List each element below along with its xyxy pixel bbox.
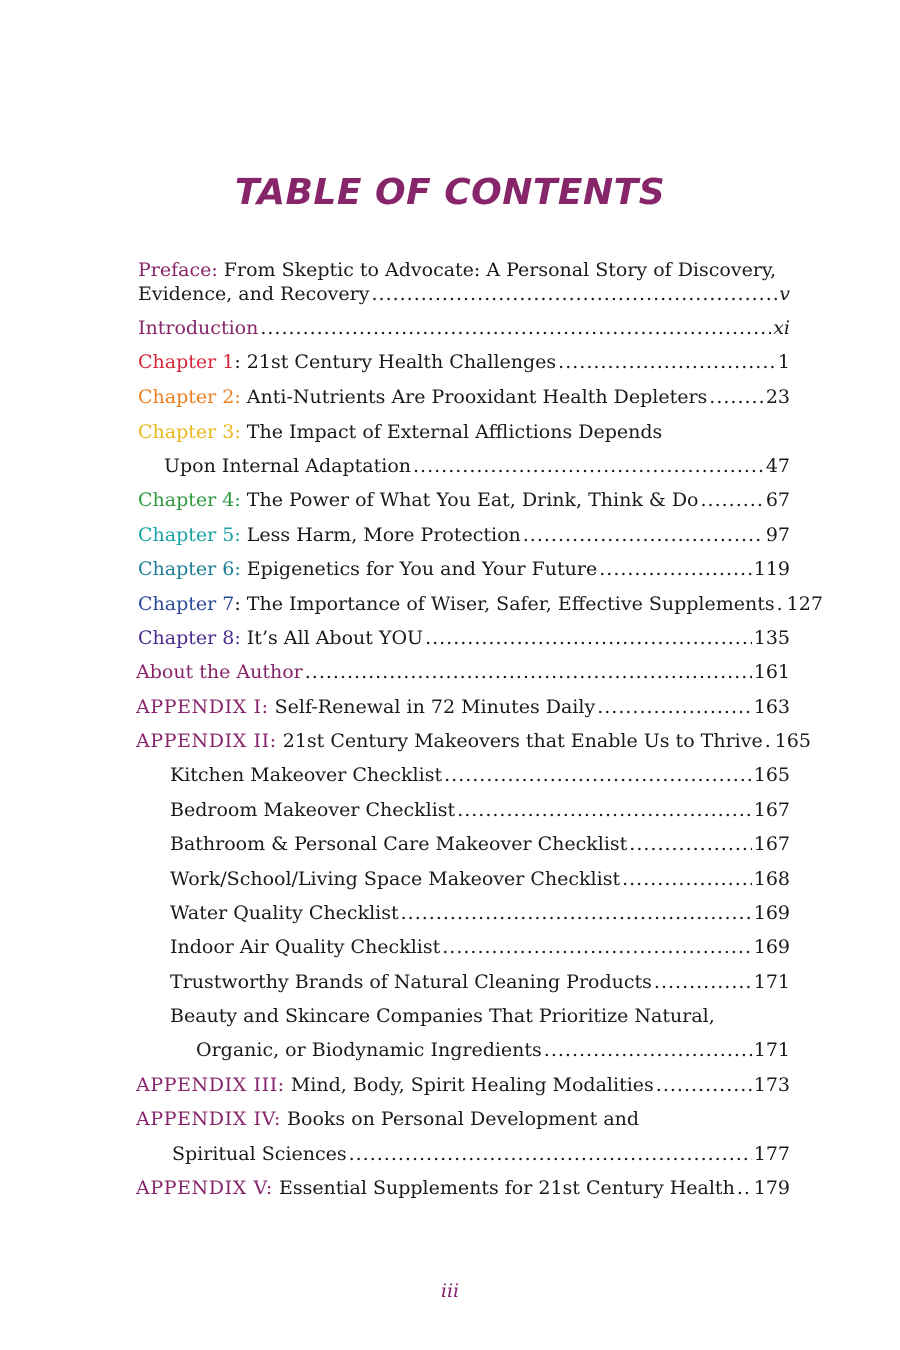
toc-prefix: Introduction <box>138 317 259 339</box>
toc-page-number: 97 <box>765 524 790 546</box>
dot-leader <box>777 590 785 618</box>
toc-prefix: About the Author <box>136 661 303 683</box>
toc-subentry-bedroom[interactable] <box>170 796 790 824</box>
toc-page-number: 165 <box>774 730 811 752</box>
toc-prefix: APPENDIX IV: <box>136 1108 282 1130</box>
toc-title: Upon Internal Adaptation <box>164 455 411 477</box>
toc-subentry-work-space[interactable] <box>170 865 790 893</box>
toc-title-line1: The Impact of External Afflictions Depends <box>240 421 663 443</box>
toc-title: It’s All About YOU <box>240 627 424 649</box>
dot-leader <box>442 933 751 961</box>
toc-entry-appendix-4-line1 <box>136 1105 639 1133</box>
toc-title: Spiritual Sciences <box>172 1143 347 1165</box>
toc-page-number: 127 <box>786 593 823 615</box>
dot-leader <box>349 1140 752 1168</box>
dot-leader <box>629 830 751 858</box>
toc-title: Evidence, and Recovery <box>138 283 370 305</box>
toc-title: The Power of What You Eat, Drink, Think & Do <box>240 489 699 511</box>
toc-entry-appendix-5[interactable] <box>136 1174 790 1202</box>
toc-entry-chapter-8[interactable] <box>138 624 790 652</box>
toc-entry-chapter-7[interactable] <box>138 590 823 618</box>
dot-leader <box>260 314 771 342</box>
dot-leader <box>656 1071 752 1099</box>
dot-leader <box>558 348 776 376</box>
toc-entry-chapter-4[interactable] <box>138 486 790 514</box>
toc-entry-appendix-3[interactable] <box>136 1071 790 1099</box>
toc-title: 21st Century Makeovers that Enable Us to Thrive <box>276 730 763 752</box>
toc-page-number: 167 <box>753 799 790 821</box>
dot-leader <box>544 1036 752 1064</box>
toc-title: Bedroom Makeover Checklist <box>170 799 456 821</box>
toc-page-number: 169 <box>753 902 790 924</box>
toc-title-line1: Books on Personal Development and <box>281 1108 640 1130</box>
toc-title: Self-Renewal in 72 Minutes Daily <box>268 696 596 718</box>
dot-leader <box>654 968 752 996</box>
toc-title-line1: From Skeptic to Advocate: A Personal Story of Discovery, <box>217 259 777 281</box>
toc-entry-chapter-6[interactable] <box>138 555 790 583</box>
toc-page-number: 163 <box>753 696 790 718</box>
toc-prefix: Chapter 2: <box>138 386 241 408</box>
toc-title: Water Quality Checklist <box>170 902 399 924</box>
toc-subentry-cleaning-brands[interactable] <box>170 968 790 996</box>
toc-page-number: 23 <box>765 386 790 408</box>
toc-prefix: APPENDIX II: <box>136 730 277 752</box>
toc-prefix: Chapter 5: <box>138 524 241 546</box>
dot-leader <box>597 693 752 721</box>
dot-leader <box>425 624 752 652</box>
toc-entry-chapter-5[interactable] <box>138 521 790 549</box>
page-title: TABLE OF CONTENTS <box>234 172 666 213</box>
toc-subentry-beauty-line1: Beauty and Skincare Companies That Prioritize Natural, <box>170 1005 715 1027</box>
toc-title: Less Harm, More Protection <box>240 524 521 546</box>
toc-page-number: xi <box>773 317 790 339</box>
toc-page-number: 173 <box>753 1074 790 1096</box>
toc-entry-chapter-2[interactable] <box>138 383 790 411</box>
toc-prefix: Preface: <box>138 259 218 281</box>
toc-page-number: 47 <box>765 455 790 477</box>
dot-leader <box>401 899 752 927</box>
toc-prefix: Chapter 3: <box>138 421 241 443</box>
toc-entry-about-author[interactable] <box>136 658 790 686</box>
toc-title: Organic, or Biodynamic Ingredients <box>196 1039 542 1061</box>
toc-entry-preface[interactable] <box>138 280 790 308</box>
toc-page-number: 161 <box>753 661 790 683</box>
dot-leader <box>457 796 752 824</box>
toc-subentry-kitchen[interactable] <box>170 761 790 789</box>
toc-subentry-water-quality[interactable] <box>170 899 790 927</box>
toc-page-number: 177 <box>753 1143 790 1165</box>
dot-leader <box>413 452 764 480</box>
toc-title: : 21st Century Health Challenges <box>234 351 557 373</box>
toc-page-number: 169 <box>753 936 790 958</box>
toc-page-number: 119 <box>753 558 790 580</box>
toc-entry-chapter-3-line1 <box>138 418 662 446</box>
dot-leader <box>765 727 773 755</box>
toc-title: Mind, Body, Spirit Healing Modalities <box>284 1074 654 1096</box>
toc-page-number: 67 <box>765 489 790 511</box>
toc-prefix: Chapter 1 <box>138 351 235 373</box>
dot-leader <box>701 486 764 514</box>
dot-leader <box>371 280 777 308</box>
toc-subentry-indoor-air[interactable] <box>170 933 790 961</box>
toc-prefix: APPENDIX V: <box>136 1177 273 1199</box>
dot-leader <box>599 555 752 583</box>
toc-title: Essential Supplements for 21st Century Health <box>272 1177 735 1199</box>
toc-title: Kitchen Makeover Checklist <box>170 764 443 786</box>
dot-leader <box>523 521 764 549</box>
dot-leader <box>709 383 764 411</box>
dot-leader <box>622 865 752 893</box>
dot-leader <box>305 658 752 686</box>
toc-subentry-beauty[interactable] <box>196 1036 790 1064</box>
toc-title: : The Importance of Wiser, Safer, Effective Supplements <box>234 593 775 615</box>
toc-title: Indoor Air Quality Checklist <box>170 936 441 958</box>
toc-entry-introduction[interactable] <box>138 314 790 342</box>
page-number-folio: iii <box>440 1280 460 1302</box>
toc-page-number: 171 <box>753 971 790 993</box>
toc-page-number: 1 <box>777 351 790 373</box>
toc-page-number: v <box>779 283 790 305</box>
toc-prefix: Chapter 4: <box>138 489 241 511</box>
toc-prefix: Chapter 6: <box>138 558 241 580</box>
toc-page-number: 167 <box>753 833 790 855</box>
toc-title: Epigenetics for You and Your Future <box>240 558 598 580</box>
toc-prefix: Chapter 7 <box>138 593 235 615</box>
toc-entry-appendix-4[interactable] <box>172 1140 790 1168</box>
dot-leader <box>444 761 752 789</box>
toc-prefix: Chapter 8: <box>138 627 241 649</box>
toc-page-number: 135 <box>753 627 790 649</box>
toc-entry-appendix-2[interactable] <box>136 727 811 755</box>
toc-subentry-bathroom[interactable] <box>170 830 790 858</box>
toc-entry-appendix-1[interactable] <box>136 693 790 721</box>
toc-entry-chapter-1[interactable] <box>138 348 790 376</box>
toc-page-number: 179 <box>753 1177 790 1199</box>
toc-title: Bathroom & Personal Care Makeover Checklist <box>170 833 628 855</box>
toc-title: Trustworthy Brands of Natural Cleaning Products <box>170 971 652 993</box>
toc-page-number: 168 <box>753 868 790 890</box>
toc-prefix: APPENDIX III: <box>136 1074 285 1096</box>
toc-title: Anti-Nutrients Are Prooxidant Health Depleters <box>240 386 708 408</box>
dot-leader <box>737 1174 752 1202</box>
toc-prefix: APPENDIX I: <box>136 696 269 718</box>
toc-title: Work/School/Living Space Makeover Checklist <box>170 868 621 890</box>
toc-page-number: 165 <box>753 764 790 786</box>
toc-page-number: 171 <box>753 1039 790 1061</box>
toc-entry-chapter-3[interactable] <box>164 452 790 480</box>
